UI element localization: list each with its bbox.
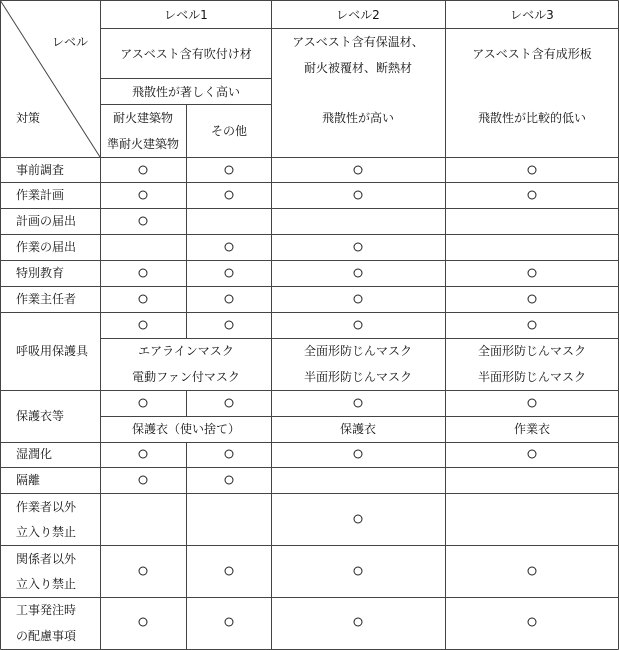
circle-mark bbox=[139, 269, 148, 278]
circle-mark bbox=[225, 295, 234, 304]
level2-material-line2: 耐火被覆材、断熱材 bbox=[303, 61, 413, 75]
circle-mark bbox=[139, 217, 148, 226]
level1-sub1-line1: 耐火建築物 bbox=[112, 111, 174, 125]
circle-mark bbox=[225, 191, 234, 200]
no-entry-related-label-line2: 立入り禁止 bbox=[16, 577, 77, 591]
ordering-label-line2: の配慮事項 bbox=[16, 629, 77, 643]
level1-sub1-line2: 準耐火建築物 bbox=[106, 137, 180, 151]
ordering-label-line1: 工事発注時 bbox=[16, 603, 77, 617]
respirator-l3-line1: 全面形防じんマスク bbox=[477, 344, 587, 358]
respirator-l2-line1: 全面形防じんマスク bbox=[303, 344, 413, 358]
row-label: 湿潤化 bbox=[16, 447, 53, 461]
protective-l1-text: 保護衣（使い捨て） bbox=[131, 422, 241, 436]
circle-mark bbox=[139, 618, 148, 627]
circle-mark bbox=[354, 399, 363, 408]
protective-l2-text: 保護衣 bbox=[339, 422, 377, 436]
circle-mark bbox=[225, 476, 234, 485]
circle-mark bbox=[139, 450, 148, 459]
row-label: 計画の届出 bbox=[16, 214, 77, 228]
level2-heading: レベル2 bbox=[336, 8, 380, 22]
level2-material-line1: アスベスト含有保温材、 bbox=[292, 35, 424, 49]
circle-mark bbox=[139, 476, 148, 485]
row-label: 作業の届出 bbox=[16, 240, 77, 254]
row-label: 特別教育 bbox=[16, 266, 65, 280]
circle-mark bbox=[354, 321, 363, 330]
circle-mark bbox=[225, 166, 234, 175]
circle-mark bbox=[528, 295, 537, 304]
circle-mark bbox=[354, 515, 363, 524]
circle-mark bbox=[528, 269, 537, 278]
circle-mark bbox=[354, 567, 363, 576]
level1-material: アスベスト含有吹付け材 bbox=[120, 47, 252, 61]
respirator-l3-line2: 半面形防じんマスク bbox=[477, 370, 587, 384]
circle-mark bbox=[528, 321, 537, 330]
row-label: 作業主任者 bbox=[16, 292, 77, 306]
protective-l3-text: 作業衣 bbox=[513, 422, 551, 436]
no-entry-workers-label-line2: 立入り禁止 bbox=[16, 525, 77, 539]
circle-mark bbox=[354, 191, 363, 200]
circle-mark bbox=[139, 295, 148, 304]
respirator-l1-line2: 電動ファン付マスク bbox=[132, 370, 240, 384]
circle-mark bbox=[354, 243, 363, 252]
level2-scatter: 飛散性が高い bbox=[321, 111, 395, 125]
protective-clothing-label: 保護衣等 bbox=[16, 409, 65, 423]
row-label: 隔離 bbox=[16, 473, 41, 487]
circle-mark bbox=[528, 618, 537, 627]
circle-mark bbox=[528, 450, 537, 459]
circle-mark bbox=[354, 166, 363, 175]
circle-mark bbox=[528, 399, 537, 408]
circle-mark bbox=[528, 191, 537, 200]
circle-mark bbox=[139, 191, 148, 200]
circle-mark bbox=[225, 321, 234, 330]
row-label: 作業計画 bbox=[16, 188, 65, 202]
no-entry-related-label-line1: 関係者以外 bbox=[16, 552, 77, 566]
circle-mark bbox=[225, 269, 234, 278]
no-entry-workers-label-line1: 作業者以外 bbox=[16, 500, 77, 514]
level1-sub2: その他 bbox=[210, 124, 248, 138]
circle-mark bbox=[528, 567, 537, 576]
corner-diagonal bbox=[0, 0, 100, 157]
row-label: 事前調査 bbox=[16, 163, 65, 177]
respirator-l2-line2: 半面形防じんマスク bbox=[303, 370, 413, 384]
respirator-label: 呼吸用保護具 bbox=[16, 344, 89, 358]
circle-mark bbox=[225, 243, 234, 252]
circle-mark bbox=[225, 450, 234, 459]
circle-mark bbox=[225, 399, 234, 408]
level3-material: アスベスト含有成形板 bbox=[472, 47, 592, 61]
circle-mark bbox=[354, 295, 363, 304]
circle-mark bbox=[354, 618, 363, 627]
corner-measures-label: 対策 bbox=[16, 111, 41, 125]
circle-mark bbox=[139, 399, 148, 408]
circle-mark bbox=[139, 321, 148, 330]
circle-mark bbox=[139, 567, 148, 576]
level1-heading: レベル1 bbox=[164, 8, 208, 22]
respirator-l1-line1: エアラインマスク bbox=[138, 344, 234, 358]
circle-mark bbox=[354, 450, 363, 459]
circle-mark bbox=[225, 618, 234, 627]
level3-heading: レベル3 bbox=[510, 8, 554, 22]
circle-mark bbox=[528, 166, 537, 175]
level3-scatter: 飛散性が比較的低い bbox=[477, 111, 587, 125]
corner-level-label: レベル bbox=[51, 35, 89, 49]
circle-mark bbox=[225, 567, 234, 576]
circle-mark bbox=[354, 269, 363, 278]
circle-mark bbox=[139, 166, 148, 175]
level1-scatter: 飛散性が著しく高い bbox=[131, 85, 241, 99]
